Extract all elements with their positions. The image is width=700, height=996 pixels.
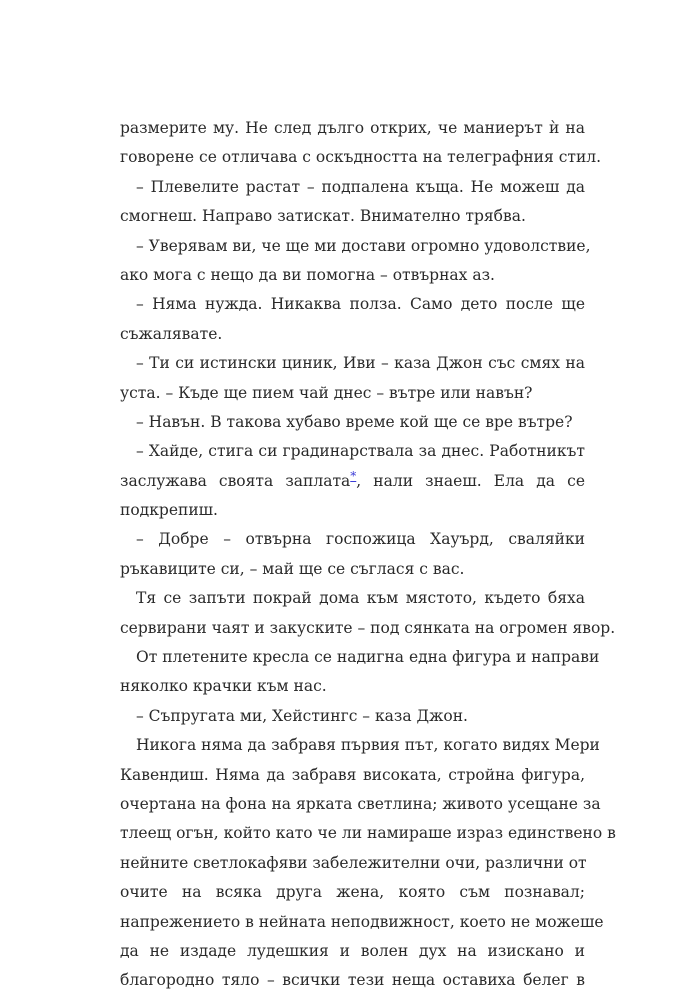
text-line: – Навън. В такова хубаво време кой ще се вре вътре? <box>136 412 573 431</box>
text-line: смогнеш. Направо затискат. Внимателно трябва. <box>120 207 526 226</box>
text-line: Тя се запъти покрай дома към мястото, където бяха <box>136 589 585 608</box>
text-line: – Ти си истински циник, Иви – каза Джон със смях на <box>136 354 585 373</box>
text-line: Никога няма да забравя първия път, когато видях Мери <box>136 736 600 755</box>
text-line: ако мога с нещо да ви помогна – отвърнах аз. <box>120 265 495 284</box>
text-line: тлеещ огън, който като че ли намираше израз единствено в <box>120 824 616 843</box>
text-line: размерите му. Не след дълго открих, че маниерът ѝ на <box>120 119 585 137</box>
text-line: Кавендиш. Няма да забравя високата, стройна фигура, <box>120 765 585 784</box>
text-line: – Съпругата ми, Хейстингс – каза Джон. <box>136 706 468 725</box>
text-line: очертана на фона на ярката светлина; живото усещане за <box>120 794 601 813</box>
text-line: подкрепиш. <box>120 501 218 520</box>
text-line: – Плевелите растат – подпалена къща. Не можеш да <box>136 177 585 196</box>
text-line: – Уверявам ви, че ще ми достави огромно удоволствие, <box>136 236 591 255</box>
text-line: сервирани чаят и закуските – под сянката на огромен явор. <box>120 618 616 637</box>
text-line: благородно тяло – всички тези неща оставиха белег в <box>120 971 585 990</box>
footnote-link[interactable]: * <box>350 468 357 483</box>
text-line: – Хайде, стига си градинарствала за днес. Работникът <box>136 442 585 461</box>
text-line: говорене се отличава с оскъдността на телеграфния стил. <box>120 148 602 167</box>
footnote-line-after: , нали знаеш. Ела да се <box>356 471 585 490</box>
text-line: уста. – Къде ще пием чай днес – вътре или навън? <box>120 383 533 402</box>
text-line: очите на всяка друга жена, която съм познавал; <box>120 883 585 902</box>
text-line: ръкавиците си, – май ще се съглася с вас. <box>120 559 465 578</box>
text-line: съжалявате. <box>120 324 223 343</box>
text-line: няколко крачки към нас. <box>120 677 327 696</box>
body-text <box>120 114 616 996</box>
footnote-line-before: заслужава своята заплата <box>120 471 351 490</box>
text-line: нейните светлокафяви забележителни очи, различни от <box>120 853 587 872</box>
text-line: да не издаде лудешкия и волен дух на изискано и <box>120 941 585 960</box>
text-line: – Добре – отвърна госпожица Хауърд, сваляйки <box>136 530 585 549</box>
text-line: От плетените кресла се надигна една фигура и направи <box>136 648 600 667</box>
text-line: – Няма нужда. Никаква полза. Само дето после ще <box>136 295 585 314</box>
text-line <box>120 467 585 496</box>
text-line: напрежението в нейната неподвижност, което не можеше <box>120 912 604 931</box>
